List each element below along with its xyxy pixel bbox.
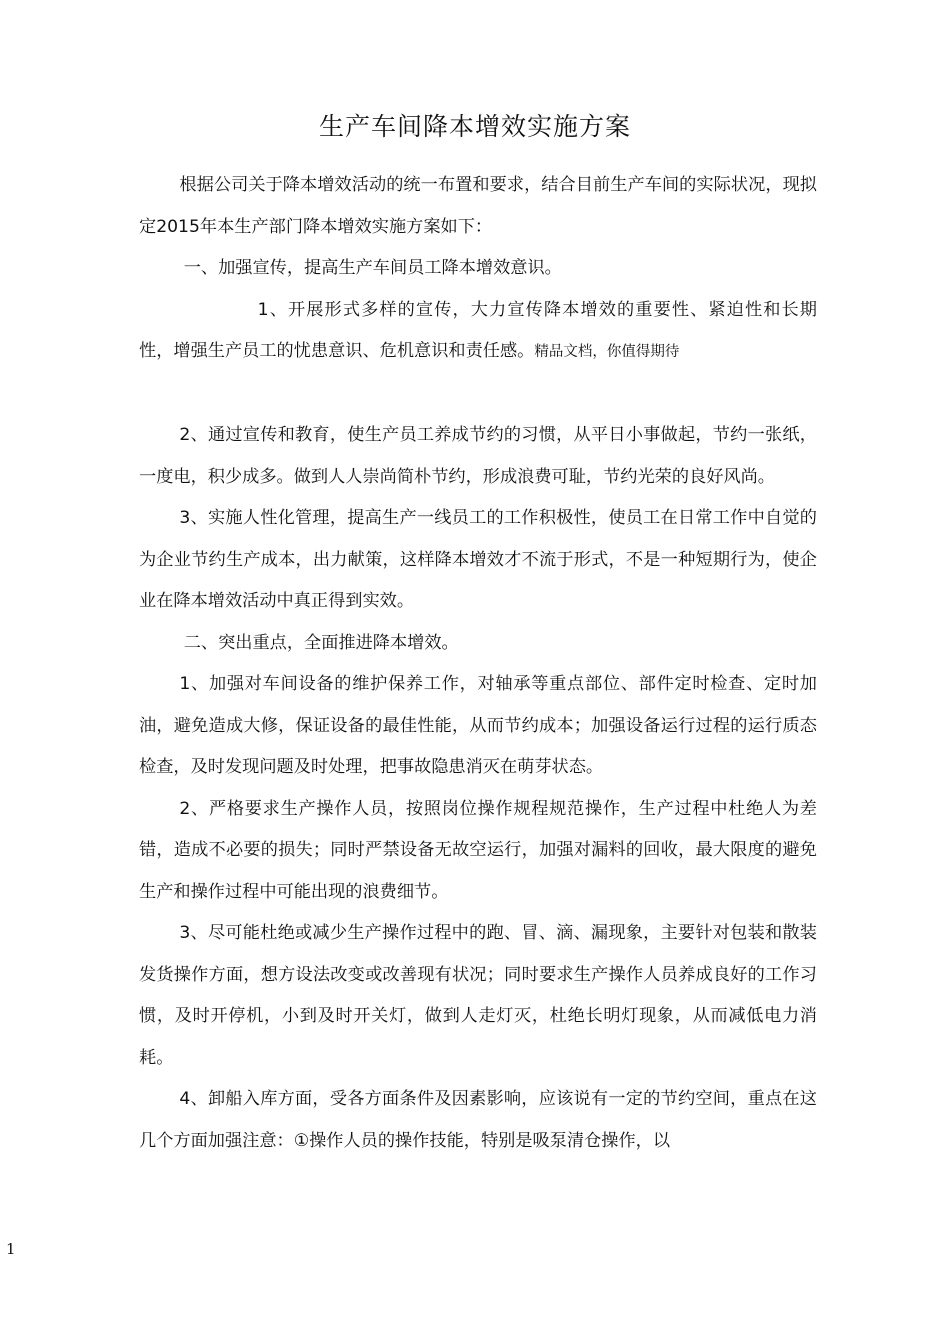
watermark-note: 精品文档，你值得期待	[534, 344, 680, 360]
section-1-heading: 一、加强宣传，提高生产车间员工降本增效意识。	[183, 258, 562, 278]
intro-paragraph: 根据公司关于降本增效活动的统一布置和要求，结合目前生产车间的实际状况，现拟定2015年本生产部门降本增效实施方案如下：	[139, 175, 817, 237]
section-1-item-3: 3、实施人性化管理，提高生产一线员工的工作积极性，使员工在日常工作中自觉的为企业节约生产成本，出力献策，这样降本增效才不流于形式，不是一种短期行为，使企业在降本增效活动中真正得到实效。	[139, 508, 817, 611]
section-1-item-1-text: 1、开展形式多样的宣传，大力宣传降本增效的重要性、紧迫性和长期性，增强生产员工的忧患意识、危机意识和责任感。	[139, 299, 817, 361]
section-2-item-2: 2、严格要求生产操作人员，按照岗位操作规程规范操作，生产过程中杜绝人为差错，造成不必要的损失；同时严禁设备无故空运行，加强对漏料的回收，最大限度的避免生产和操作过程中可能出现的浪费细节。	[139, 798, 817, 902]
section-2-item-4: 4、卸船入库方面，受各方面条件及因素影响，应该说有一定的节约空间，重点在这几个方面加强注意：①操作人员的操作技能，特别是吸泵清仓操作，以	[139, 1089, 817, 1151]
page-number: 1	[6, 1240, 16, 1258]
section-2-item-3: 3、尽可能杜绝或减少生产操作过程中的跑、冒、滴、漏现象，主要针对包装和散装发货操作方面，想方设法改变或改善现有状况；同时要求生产操作人员养成良好的工作习惯，及时开停机，小到及时开关灯，做到人走灯灭，杜绝长明灯现象，从而减低电力消耗。	[139, 923, 817, 1068]
section-2-item-1: 1、加强对车间设备的维护保养工作，对轴承等重点部位、部件定时检查、定时加油，避免造成大修，保证设备的最佳性能，从而节约成本；加强设备运行过程的运行质态检查，及时发现问题及时处理，把事故隐患消灭在萌芽状态。	[139, 674, 817, 777]
document-title: 生产车间降本增效实施方案	[318, 112, 631, 141]
section-1-item-2: 2、通过宣传和教育，使生产员工养成节约的习惯，从平日小事做起，节约一张纸，一度电，积少成多。做到人人崇尚简朴节约，形成浪费可耻，节约光荣的良好风尚。	[139, 425, 817, 487]
section-1-item-1	[139, 290, 817, 374]
document-body	[139, 165, 817, 1162]
section-2-heading: 二、突出重点，全面推进降本增效。	[183, 632, 459, 653]
